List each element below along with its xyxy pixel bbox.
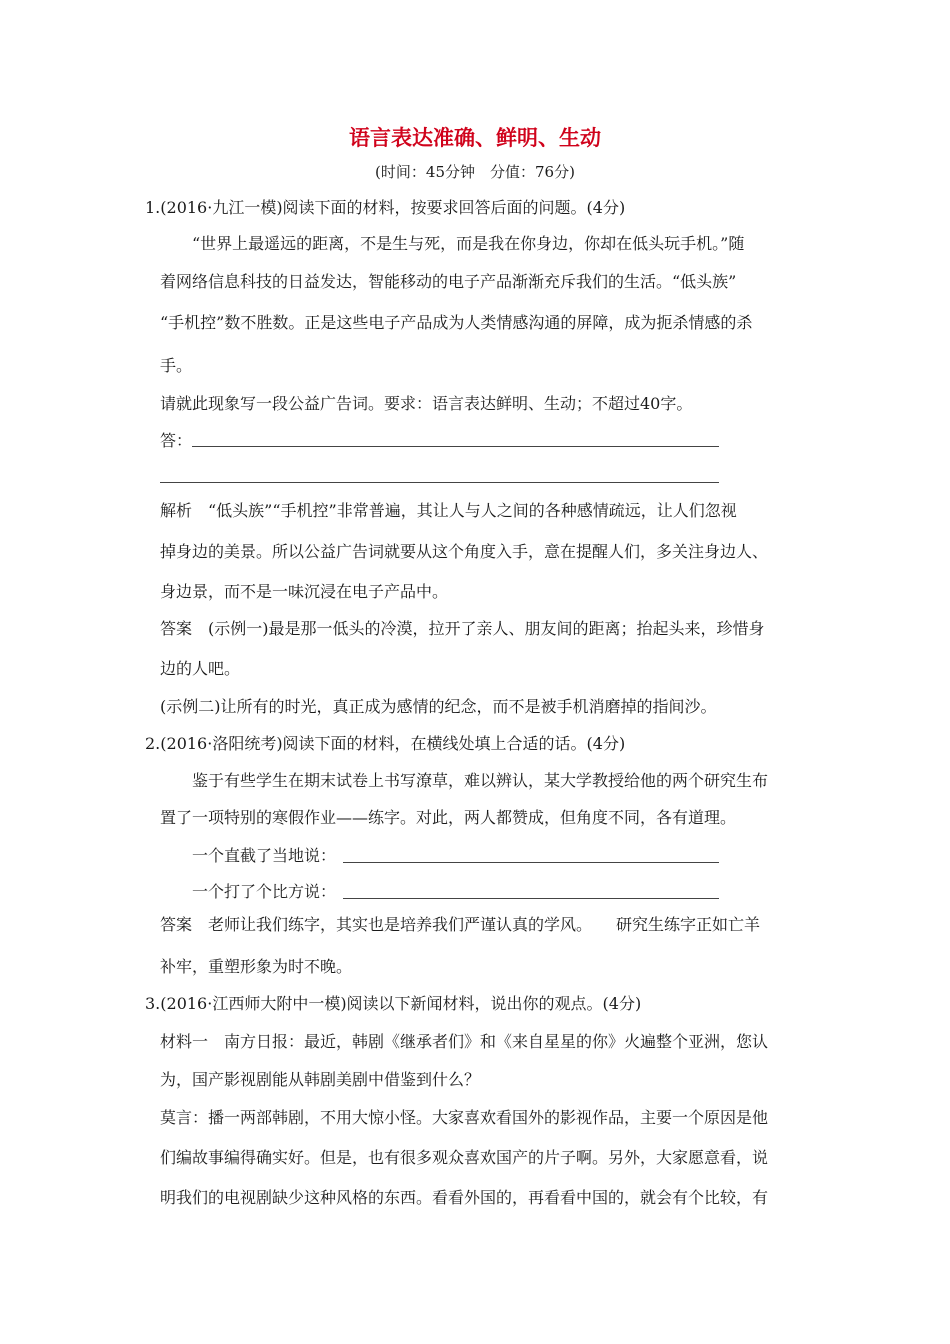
question-2-answer-line: 补牢，重塑形象为时不晚。 <box>160 957 353 976</box>
question-1-task: 请就此现象写一段公益广告词。要求：语言表达鲜明、生动；不超过40字。 <box>160 394 693 413</box>
fill-blank-line <box>343 898 719 899</box>
question-1-answer-line: 答案 (示例一)最是那一低头的冷漠，拉开了亲人、朋友间的距离；抬起头来，珍惜身 <box>160 619 765 638</box>
question-3-stem: 3.(2016·江西师大附中一模)阅读以下新闻材料，说出你的观点。(4分) <box>145 994 642 1013</box>
question-2-material-line: 置了一项特别的寒假作业——练字。对此，两人都赞成，但角度不同，各有道理。 <box>160 808 737 827</box>
fill-blank-line <box>343 862 719 863</box>
fill-blank-label: 一个打了个比方说： <box>192 882 337 901</box>
answer-line <box>192 446 719 447</box>
question-2-material-line: 鉴于有些学生在期末试卷上书写潦草，难以辨认，某大学教授给他的两个研究生布 <box>192 771 769 790</box>
question-1-answer-line: (示例二)让所有的时光，真正成为感情的纪念，而不是被手机消磨掉的指间沙。 <box>160 697 717 716</box>
question-1-material-line: 着网络信息科技的日益发达，智能移动的电子产品渐渐充斥我们的生活。“低头族” <box>160 272 737 291</box>
question-1-analysis-line: 身边景，而不是一味沉浸在电子产品中。 <box>160 582 449 601</box>
question-1-analysis-line: 解析 “低头族”“手机控”非常普遍，其让人与人之间的各种感情疏远，让人们忽视 <box>160 501 737 520</box>
fill-blank-label: 一个直截了当地说： <box>192 846 337 865</box>
question-3-material-line: 莫言：播一两部韩剧，不用大惊小怪。大家喜欢看国外的影视作品，主要一个原因是他 <box>160 1108 769 1127</box>
question-1-material-line: 手。 <box>160 356 193 375</box>
page-subtitle: (时间：45分钟 分值：76分) <box>375 163 575 181</box>
question-3-material-line: 们编故事编得确实好。但是，也有很多观众喜欢国产的片子啊。另外，大家愿意看，说 <box>160 1148 769 1167</box>
page-title: 语言表达准确、鲜明、生动 <box>349 126 601 150</box>
question-3-material-line: 明我们的电视剧缺少这种风格的东西。看看外国的，再看看中国的，就会有个比较，有 <box>160 1188 769 1207</box>
question-2-stem: 2.(2016·洛阳统考)阅读下面的材料，在横线处填上合适的话。(4分) <box>145 734 626 753</box>
question-1-answer-line: 边的人吧。 <box>160 659 241 678</box>
question-3-material-line: 为，国产影视剧能从韩剧美剧中借鉴到什么？ <box>160 1070 481 1089</box>
question-1-material-line: “手机控”数不胜数。正是这些电子产品成为人类情感沟通的屏障，成为扼杀情感的杀 <box>160 313 753 332</box>
answer-label: 答： <box>160 431 193 450</box>
question-3-material-line: 材料一 南方日报：最近，韩剧《继承者们》和《来自星星的你》火遍整个亚洲，您认 <box>160 1032 769 1051</box>
question-1-stem: 1.(2016·九江一模)阅读下面的材料，按要求回答后面的问题。(4分) <box>145 198 626 217</box>
question-2-answer-line: 答案 老师让我们练字，其实也是培养我们严谨认真的学风。 研究生练字正如亡羊 <box>160 915 761 934</box>
question-1-material-line: “世界上最遥远的距离，不是生与死，而是我在你身边，你却在低头玩手机。”随 <box>192 234 745 253</box>
question-1-analysis-line: 掉身边的美景。所以公益广告词就要从这个角度入手，意在提醒人们，多关注身边人、 <box>160 542 769 561</box>
answer-line <box>160 482 719 483</box>
